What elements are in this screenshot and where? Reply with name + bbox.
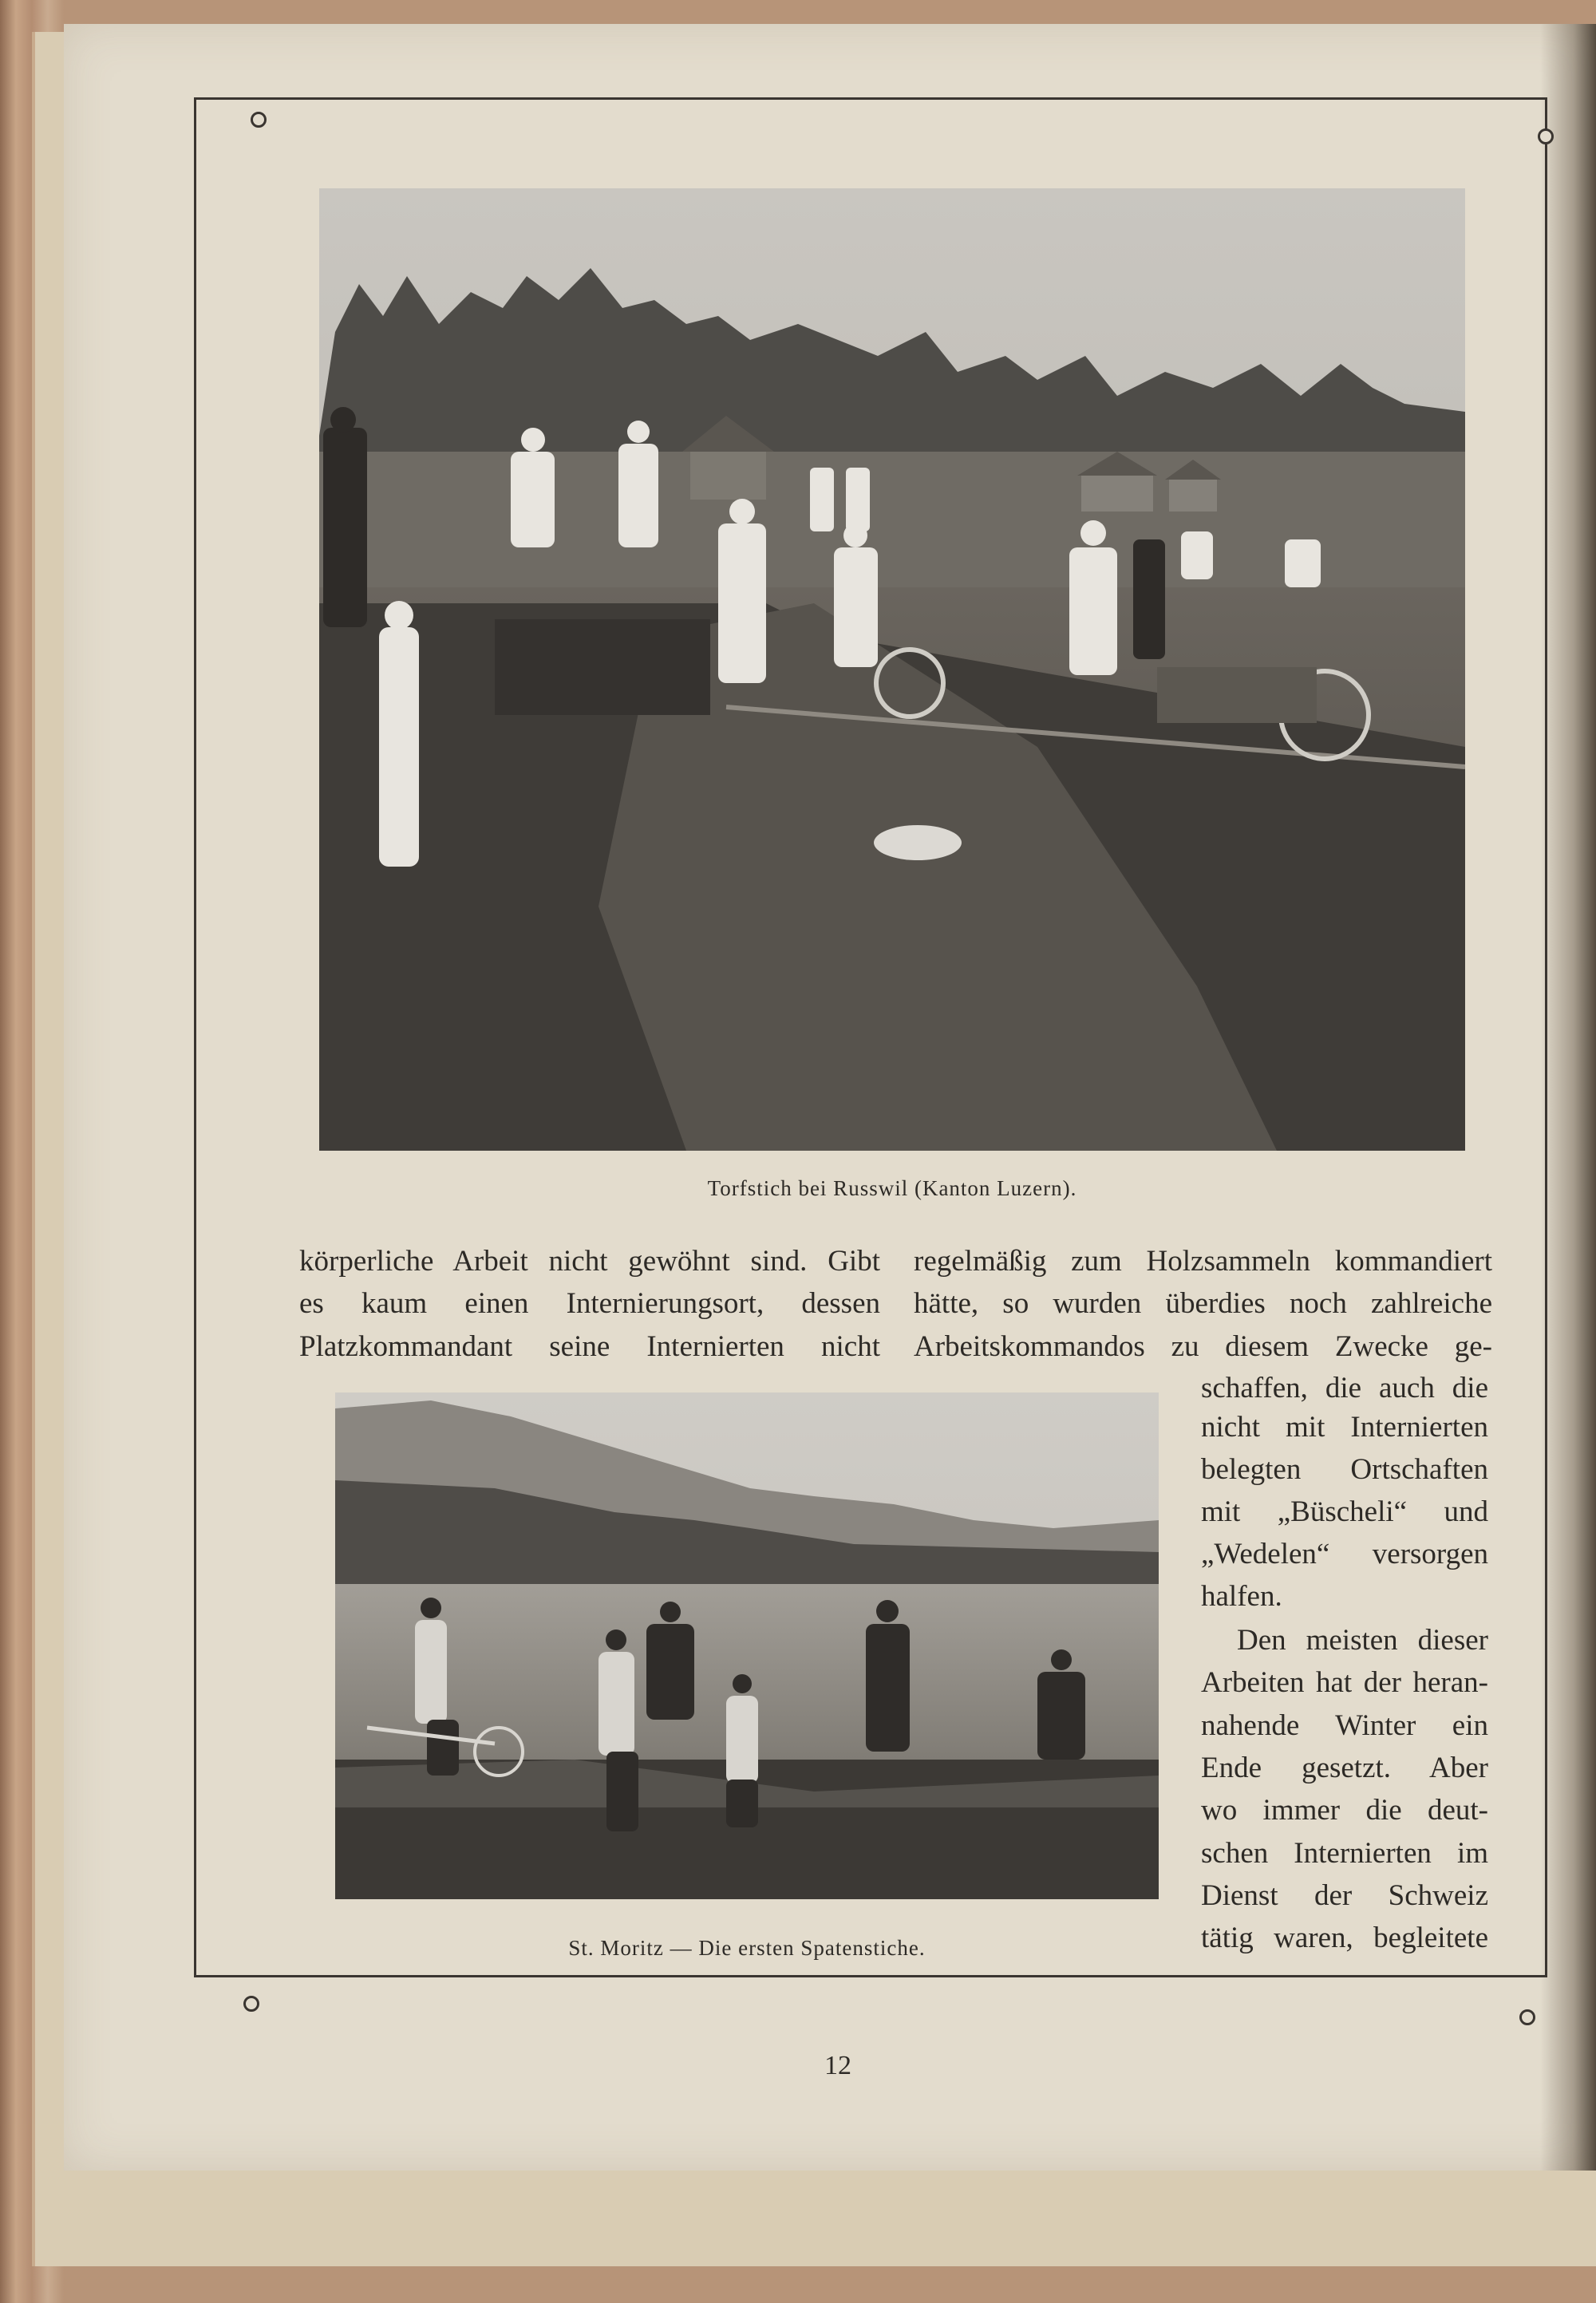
body-text-line: wo immer die deut-: [1201, 1794, 1488, 1827]
body-text-line: Platzkommandant seine Internierten nicht: [299, 1330, 880, 1363]
body-text-line: Ende gesetzt. Aber: [1201, 1752, 1488, 1784]
photo-st-moritz-spade-work: [335, 1392, 1159, 1899]
body-text-line: körperliche Arbeit nicht gewöhnt sind. Gibt: [299, 1245, 880, 1278]
photo-peat-cutting-russwil: [319, 188, 1465, 1151]
body-text-line: halfen.: [1201, 1580, 1282, 1613]
body-text-line: „Wedelen“ versorgen: [1201, 1538, 1488, 1570]
body-text-line: nicht mit Internierten: [1201, 1411, 1488, 1444]
body-text-line: schen Internierten im: [1201, 1837, 1488, 1870]
body-text-line: regelmäßig zum Holzsammeln kommandiert: [914, 1245, 1492, 1278]
body-text-line: Arbeiten hat der heran-: [1201, 1666, 1488, 1699]
page-number: 12: [824, 2051, 851, 2080]
frame-corner-ornament: [1519, 2009, 1535, 2025]
body-text-line: Dienst der Schweiz: [1201, 1879, 1488, 1912]
body-text-line: hätte, so wurden überdies noch zahlreiche: [914, 1287, 1492, 1320]
frame-corner-ornament: [1538, 128, 1554, 144]
body-text-line: Den meisten dieser: [1237, 1624, 1488, 1657]
body-text-line: Arbeitskommandos zu diesem Zwecke ge-: [914, 1330, 1492, 1363]
body-text-line: schaffen, die auch die: [1201, 1372, 1488, 1404]
body-text-line: nahende Winter ein: [1201, 1709, 1488, 1742]
body-text-line: mit „Büscheli“ und: [1201, 1495, 1488, 1528]
top-photo-caption: Torfstich bei Russwil (Kanton Luzern).: [707, 1176, 1077, 1200]
page-gutter-shadow: [1540, 24, 1596, 2171]
frame-corner-ornament: [251, 112, 267, 128]
body-text-line: belegten Ortschaften: [1201, 1453, 1488, 1486]
body-text-line: tätig waren, begleitete: [1201, 1922, 1488, 1954]
frame-corner-ornament: [243, 1996, 259, 2012]
body-text-line: es kaum einen Internierungsort, dessen: [299, 1287, 880, 1320]
bottom-photo-caption: St. Moritz — Die ersten Spatenstiche.: [568, 1936, 926, 1960]
